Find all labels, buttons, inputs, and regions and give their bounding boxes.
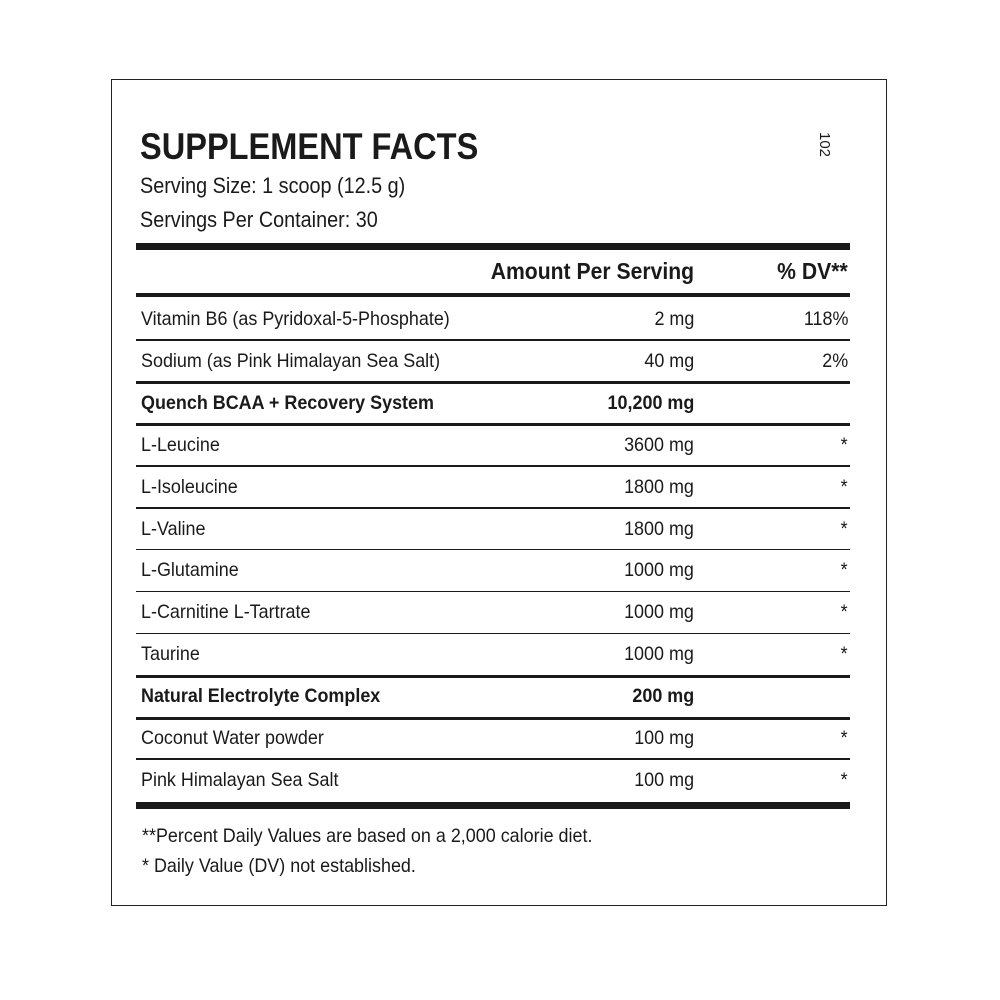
- table-row: [136, 341, 850, 382]
- nutrient-amount: 200 mg: [632, 685, 694, 708]
- nutrient-dv: 118%: [803, 308, 848, 330]
- table-row: [136, 592, 850, 633]
- nutrient-name: Natural Electrolyte Complex: [141, 685, 381, 708]
- nutrient-name: Coconut Water powder: [141, 727, 324, 749]
- nutrient-amount: 100 mg: [634, 727, 694, 749]
- table-row: [136, 676, 850, 717]
- nutrient-dv: *: [841, 475, 848, 498]
- nutrient-dv: *: [841, 727, 848, 749]
- table-row: [136, 425, 850, 466]
- serving-size: Serving Size: 1 scoop (12.5 g): [140, 173, 406, 198]
- nutrient-name: Sodium (as Pink Himalayan Sea Salt): [141, 349, 441, 372]
- nutrient-amount: 1000 mg: [624, 601, 694, 624]
- table-row: [136, 718, 850, 759]
- lot-code: 102: [816, 132, 833, 158]
- table-row: [136, 383, 850, 424]
- nutrient-amount: 40 mg: [644, 349, 694, 372]
- table-row: [136, 634, 850, 675]
- table-row: [136, 509, 850, 550]
- thick-rule-top: [136, 243, 850, 250]
- nutrient-name: L-Isoleucine: [141, 475, 238, 498]
- nutrient-amount: 1000 mg: [624, 559, 694, 582]
- nutrient-dv: *: [841, 517, 848, 540]
- nutrient-name: Pink Himalayan Sea Salt: [141, 768, 339, 791]
- nutrient-name: L-Leucine: [141, 433, 220, 456]
- footnote-dv-not-established: * Daily Value (DV) not established.: [142, 855, 416, 877]
- footnote-dv-basis: **Percent Daily Values are based on a 2,000 calorie diet.: [142, 825, 593, 847]
- nutrient-name: Quench BCAA + Recovery System: [141, 391, 434, 414]
- table-row: [136, 467, 850, 508]
- nutrient-amount: 3600 mg: [624, 433, 694, 456]
- table-row: [136, 760, 850, 801]
- nutrient-dv: *: [841, 768, 848, 791]
- nutrient-amount: 100 mg: [634, 768, 694, 791]
- nutrient-dv: *: [841, 559, 848, 582]
- nutrient-name: Vitamin B6 (as Pyridoxal-5-Phosphate): [141, 308, 450, 330]
- nutrient-name: Taurine: [141, 643, 200, 666]
- header-amount: Amount Per Serving: [490, 258, 694, 284]
- nutrient-amount: 1800 mg: [624, 475, 694, 498]
- nutrient-dv: *: [841, 601, 848, 624]
- supplement-facts-panel: [111, 79, 887, 906]
- servings-per-container: Servings Per Container: 30: [140, 207, 378, 232]
- nutrient-name: L-Carnitine L-Tartrate: [141, 601, 311, 624]
- nutrient-dv: 2%: [822, 349, 848, 372]
- panel-title: SUPPLEMENT FACTS: [140, 126, 479, 167]
- table-header: [136, 251, 850, 292]
- nutrient-amount: 1000 mg: [624, 643, 694, 666]
- nutrient-name: L-Valine: [141, 517, 206, 540]
- table-row: [136, 550, 850, 591]
- nutrient-dv: *: [841, 643, 848, 666]
- nutrient-amount: 1800 mg: [624, 517, 694, 540]
- thick-rule-bottom: [136, 802, 850, 809]
- nutrient-amount: 10,200 mg: [607, 391, 694, 414]
- header-rule: [136, 293, 850, 297]
- table-row: [136, 299, 850, 340]
- header-dv: % DV**: [777, 258, 848, 284]
- nutrient-dv: *: [841, 433, 848, 456]
- nutrient-amount: 2 mg: [654, 308, 694, 330]
- nutrient-name: L-Glutamine: [141, 559, 239, 582]
